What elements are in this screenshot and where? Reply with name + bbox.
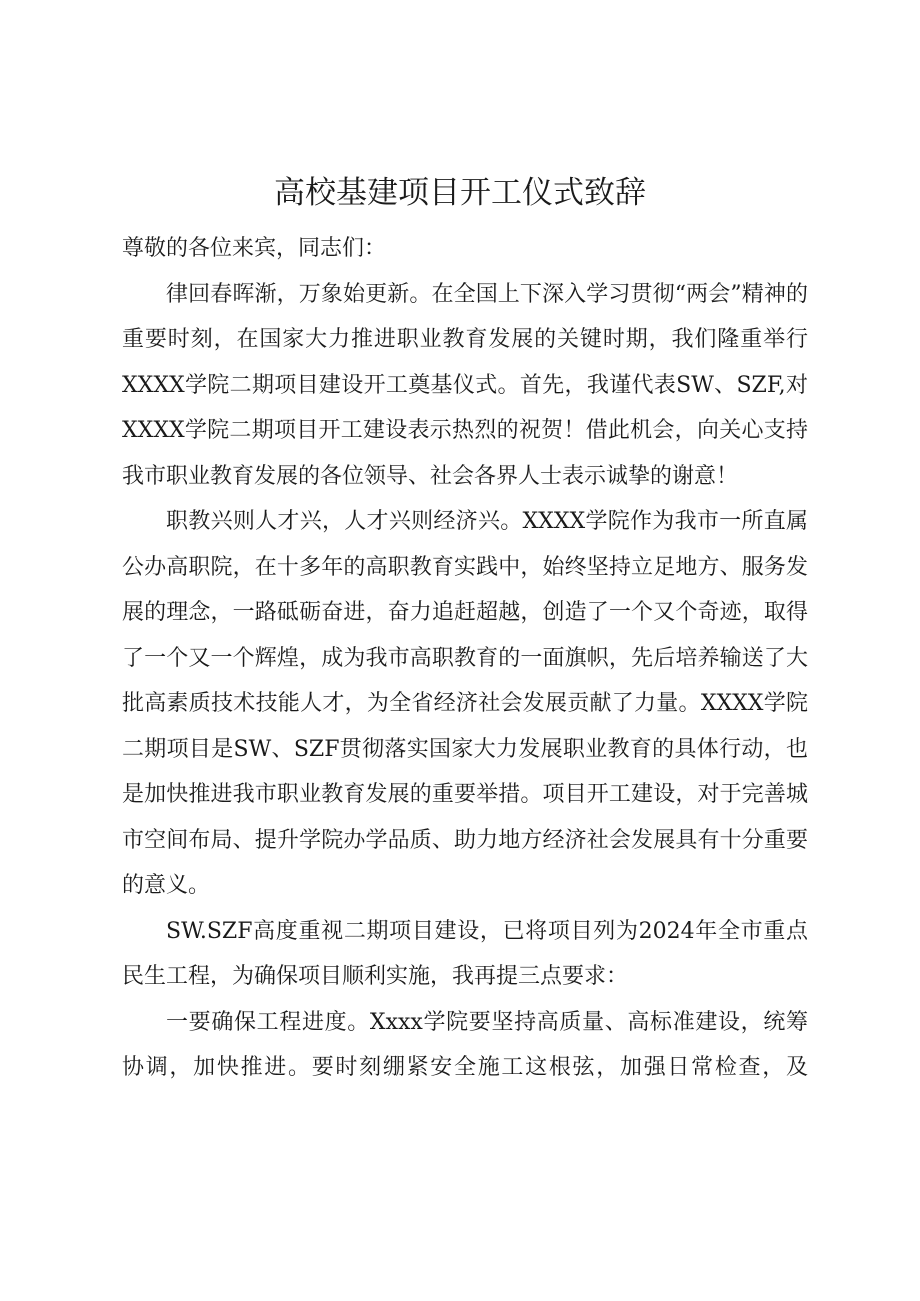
body-paragraph: SW.SZF高度重视二期项目建设，已将项目列为2024年全市重点民生工程，为确保项目顺利实施，我再提三点要求： bbox=[122, 918, 808, 989]
body-paragraph: 律回春晖渐，万象始更新。在全国上下深入学习贯彻“两会”精神的重要时刻，在国家大力推进职业教育发展的关键时期，我们隆重举行XXXX学院二期项目建设开工奠基仪式。首先，我谨代表SW、SZF,对XXXX学院二期项目开工建设表示热烈的祝贺！借此机会，向关心支持我市职业教育发展的各位领导、社会各界人士表示诚挚的谢意！ bbox=[122, 281, 808, 489]
body-paragraph: 一要确保工程进度。Xxxx学院要坚持高质量、高标准建设，统筹协调，加快推进。要时刻绷紧安全施工这根弦，加强日常检查，及 bbox=[122, 1009, 808, 1080]
salutation: 尊敬的各位来宾，同志们： bbox=[122, 236, 387, 261]
body-paragraph: 职教兴则人才兴，人才兴则经济兴。XXXX学院作为我市一所直属公办高职院，在十多年的高职教育实践中，始终坚持立足地方、服务发展的理念，一路砥砺奋进，奋力追赶超越，创造了一个又个奇迹，取得了一个又一个辉煌，成为我市高职教育的一面旗帜，先后培养输送了大批高素质技术技能人才，为全省经济社会发展贡献了力量。XXXX学院二期项目是SW、SZF贯彻落实国家大力发展职业教育的具体行动，也是加快推进我市职业教育发展的重要举措。项目开工建设，对于完善城市空间布局、提升学院办学品质、助力地方经济社会发展具有十分重要的意义。 bbox=[122, 509, 808, 898]
document-title: 高校基建项目开工仪式致辞 bbox=[274, 175, 646, 211]
document-body bbox=[122, 226, 808, 1091]
